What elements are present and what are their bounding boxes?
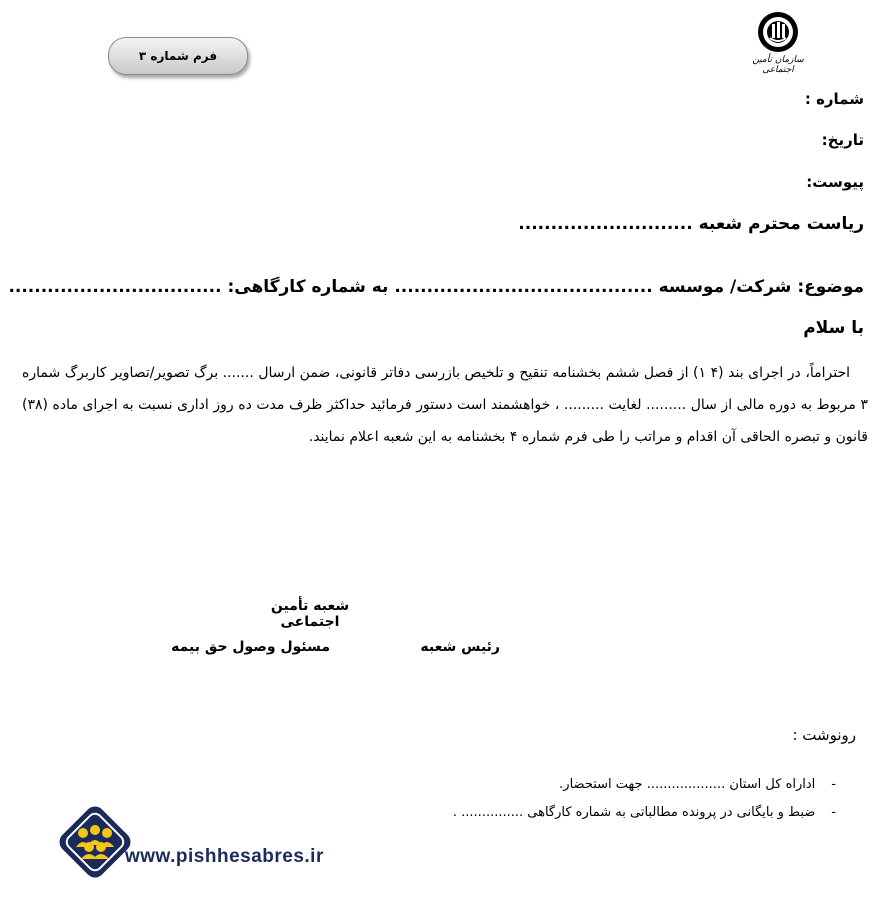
signature-collector: مسئول وصول حق بیمه [171,639,330,655]
form-number-badge [108,37,248,75]
logo-caption: سازمان تأمین اجتماعی [752,55,804,75]
copies-list [453,771,836,827]
attachment-label: پیوست: [806,173,864,191]
site-url[interactable]: www.pishhesabres.ir [125,846,324,867]
copy-item-text: اداراه کل استان ................... جهت استحضار. [559,777,816,792]
signature-branch-head: رئیس شعبه [420,639,500,655]
subject-line: موضوع: شرکت/ موسسه ........................................ به شماره کارگاهی: ................................. [8,277,864,297]
letter-body [22,357,868,453]
form-number-label: فرم شماره ۳ [138,49,218,63]
addressee-line: ریاست محترم شعبه ........................... [518,214,864,234]
site-logo-icon [50,797,140,887]
copy-item [453,799,836,827]
copy-item-text: ضبط و بایگانی در پرونده مطالباتی به شماره کارگاهی ............... . [452,805,816,820]
body-paragraph: احتراماً، در اجرای بند (۴ ۱) از فصل ششم بخشنامه تنقیح و تلخیص بازرسی دفاتر قانونی، ضمن ارسال ....... برگ تصویر/تصاویر کاربرگ شماره ۳ مربوط به دوره مالی از سال ......... لغایت ......... ، خواهشمند است دستور فرمائید حداکثر ظرف مدت ده روز اداری نسبت به اجرای ماده (۳۸) قانون و تبصره الحاقی آن اقدام و مراتب را طی فرم شماره ۴ بخشنامه به این شعبه اعلام نمایند. [22,365,868,445]
signature-branch-title: شعبه تأمین اجتماعی [270,598,350,630]
greeting: با سلام [803,318,864,338]
copies-label: رونوشت : [792,726,856,744]
letter-date-label: تاریخ: [821,131,864,149]
letter-number-label: شماره : [804,90,864,108]
copy-item [453,771,836,799]
